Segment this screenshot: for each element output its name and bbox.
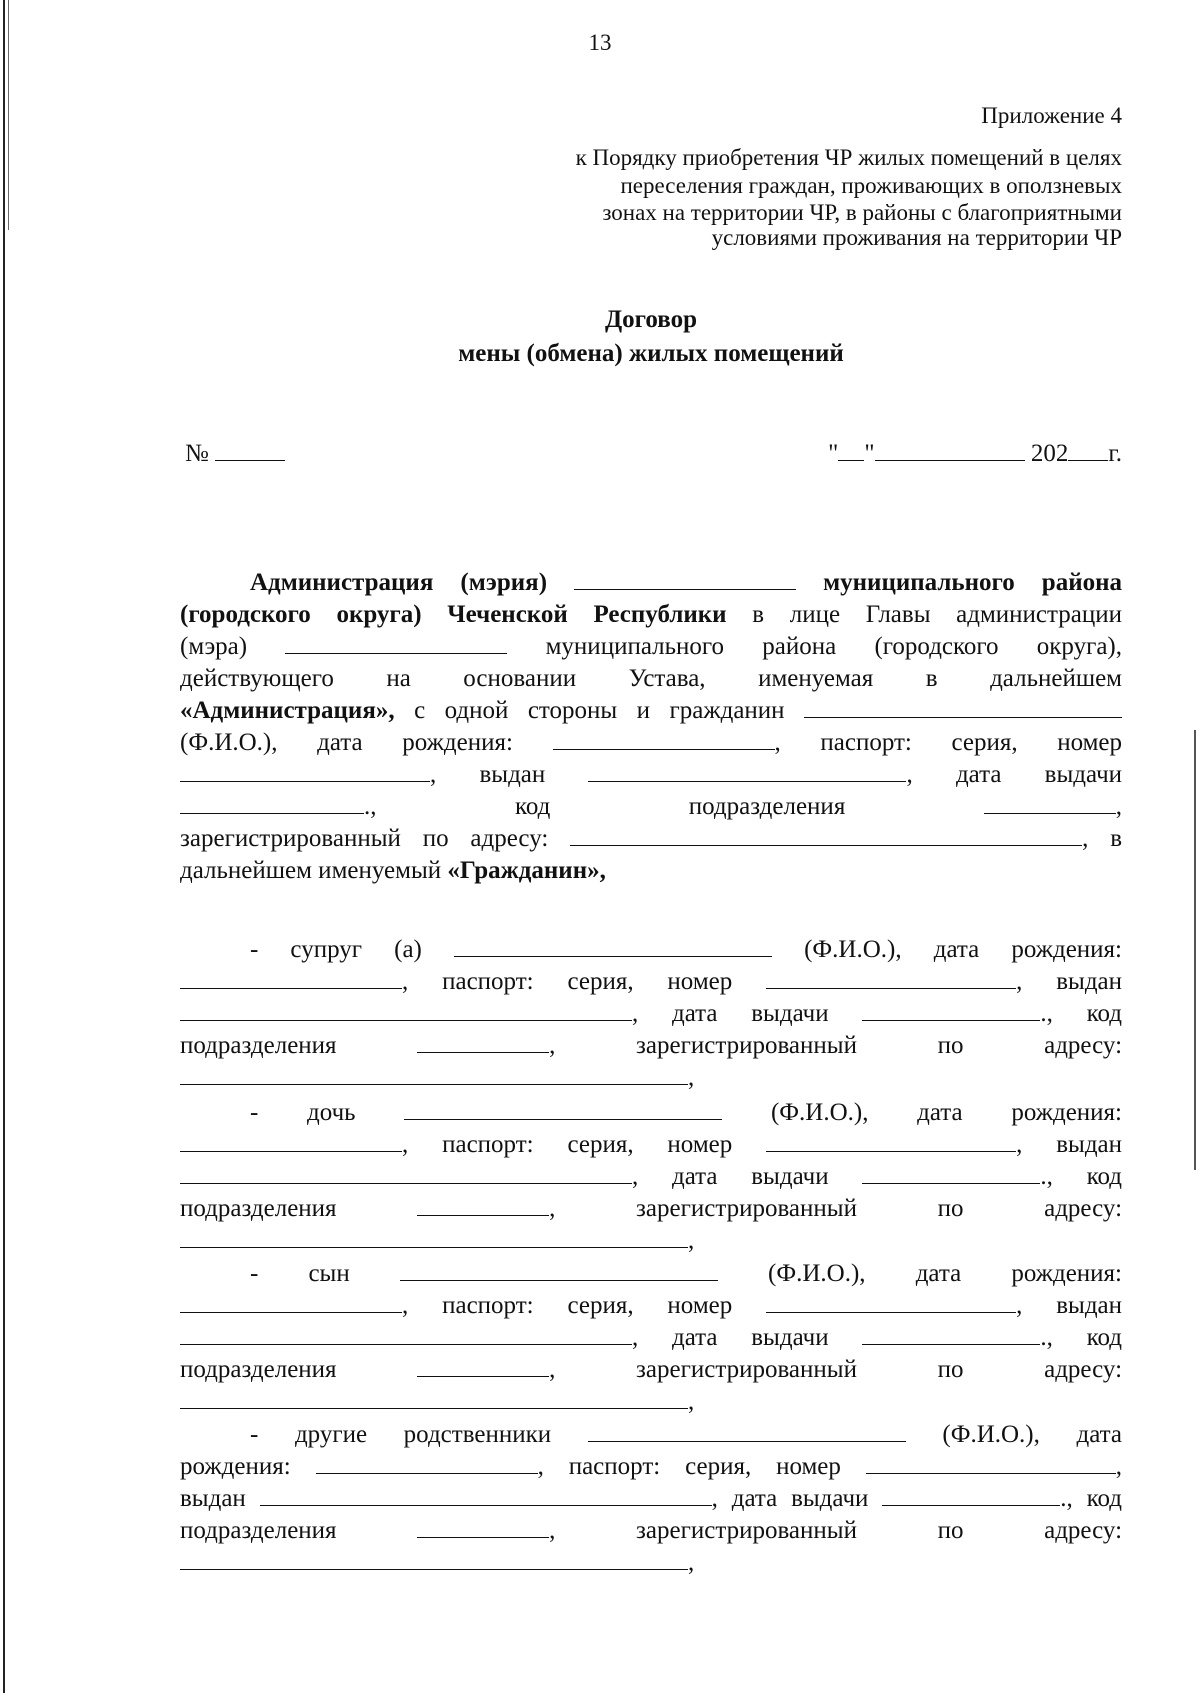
relative-line xyxy=(180,934,1122,966)
relative-line: рождения: , паспорт: серия, номер , xyxy=(180,1453,1122,1480)
relative-name-field[interactable] xyxy=(454,934,772,957)
subdivision-label: подразделения xyxy=(180,1517,337,1544)
registered-label: зарегистрированный xyxy=(636,1517,857,1544)
citizen-name-field[interactable] xyxy=(804,695,1122,718)
relative-line: подразделения , зарегистрированный по адресу: xyxy=(180,1195,1122,1222)
birth-label: дата рождения: xyxy=(915,1260,1122,1287)
birth-label: дата xyxy=(1076,1421,1122,1448)
mayor-name-field[interactable] xyxy=(285,631,507,654)
relative-line: выдан , дата выдачи ., код xyxy=(180,1485,1122,1512)
date-quote-open: " xyxy=(828,440,839,467)
mayor-label: (мэра) xyxy=(180,633,248,660)
relative-address-field[interactable] xyxy=(180,1386,688,1409)
relative-issued-by-field[interactable] xyxy=(180,998,632,1021)
scan-left-edge-inner xyxy=(8,0,9,230)
code-label: код xyxy=(1086,1324,1122,1351)
passport-label: паспорт: серия, номер xyxy=(820,729,1122,756)
issue-date-label: дата выдачи xyxy=(731,1485,869,1512)
issue-date-label: дата выдачи xyxy=(672,1324,829,1351)
relative-subdivision-field[interactable] xyxy=(417,1515,549,1538)
code-label: код xyxy=(1086,1163,1122,1190)
relative-name-field[interactable] xyxy=(588,1419,906,1442)
relative-line: , дата выдачи ., код xyxy=(180,998,1122,1030)
party-paragraph xyxy=(180,567,1122,887)
subdivision-label: подразделения xyxy=(180,1356,337,1383)
mayor-suffix: муниципального района (городского округа), xyxy=(545,633,1122,660)
citizen-intro: с одной стороны и гражданин xyxy=(414,697,785,724)
passport-number-field[interactable] xyxy=(180,759,430,782)
party-line xyxy=(180,695,1122,727)
relative-issue-date-field[interactable] xyxy=(862,1161,1040,1184)
birth-label-tail: рождения: xyxy=(180,1453,291,1480)
registered-label: зарегистрированный xyxy=(636,1356,857,1383)
passport-label: паспорт: серия, номер xyxy=(442,1131,733,1158)
relative-line xyxy=(180,1419,1122,1451)
issue-date-label: дата выдачи xyxy=(672,1163,829,1190)
appendix-title: Приложение 4 xyxy=(981,103,1122,128)
year-suffix: г. xyxy=(1108,440,1122,467)
relative-line: подразделения , зарегистрированный по адресу: xyxy=(180,1356,1122,1383)
relative-line: , дата выдачи ., код xyxy=(180,1161,1122,1193)
relative-issued-by-field[interactable] xyxy=(180,1161,632,1184)
relative-line: , xyxy=(180,1386,1122,1418)
number-label: № xyxy=(185,440,209,467)
address-label: адресу: xyxy=(1044,1032,1122,1059)
admin-suffix: муниципального района xyxy=(823,569,1122,596)
subdivision-code-field[interactable] xyxy=(984,791,1116,814)
by-label: по xyxy=(937,1356,964,1383)
address-label: адресу: xyxy=(1044,1356,1122,1383)
number-field[interactable] xyxy=(215,438,285,461)
relative-issued-by-field[interactable] xyxy=(180,1322,632,1345)
birth-label: дата рождения: xyxy=(917,1099,1122,1126)
by-label: по xyxy=(937,1517,964,1544)
contract-meta xyxy=(180,438,1122,472)
relative-block-son xyxy=(180,1258,1122,1418)
fio-label: (Ф.И.О.), xyxy=(768,1260,866,1287)
relative-passport-field[interactable] xyxy=(866,1451,1116,1474)
relative-issue-date-field[interactable] xyxy=(882,1483,1060,1506)
issue-date-label: дата выдачи xyxy=(672,1000,829,1027)
relative-line: , xyxy=(180,1225,1122,1257)
relative-label: - сын xyxy=(250,1260,350,1287)
birth-label: дата рождения: xyxy=(317,729,513,756)
relative-subdivision-field[interactable] xyxy=(417,1030,549,1053)
issued-label: выдан xyxy=(1056,1131,1122,1158)
passport-label: паспорт: серия, номер xyxy=(442,1292,733,1319)
issue-date-label: дата выдачи xyxy=(955,761,1122,788)
party-line: действующего на основании Устава, именуемая в дальнейшем xyxy=(180,665,1122,692)
relative-passport-field[interactable] xyxy=(766,1129,1016,1152)
relative-line: , паспорт: серия, номер , выдан xyxy=(180,1129,1122,1161)
issued-by-field[interactable] xyxy=(588,759,906,782)
relative-line: подразделения , зарегистрированный по адресу: xyxy=(180,1517,1122,1544)
further-named: дальнейшем именуемый xyxy=(180,857,442,884)
relative-line: , паспорт: серия, номер , выдан xyxy=(180,966,1122,998)
registered-label: зарегистрированный xyxy=(636,1195,857,1222)
month-field[interactable] xyxy=(875,438,1025,461)
birth-date-field[interactable] xyxy=(553,727,775,750)
relative-subdivision-field[interactable] xyxy=(417,1193,549,1216)
issued-label: выдан xyxy=(180,1485,246,1512)
relative-birth-date-field[interactable] xyxy=(180,966,402,989)
year-prefix: 202 xyxy=(1030,440,1069,467)
district-name-field[interactable] xyxy=(574,567,796,590)
relative-issue-date-field[interactable] xyxy=(862,998,1040,1021)
code-label: код xyxy=(1086,1485,1122,1512)
by-label: по xyxy=(937,1032,964,1059)
relative-issued-by-field[interactable] xyxy=(260,1483,712,1506)
issued-label: выдан xyxy=(1056,968,1122,995)
appendix-ref-line: к Порядку приобретения ЧР жилых помещений в целях xyxy=(575,145,1122,170)
relative-line xyxy=(180,1097,1122,1129)
relative-address-field[interactable] xyxy=(180,1225,688,1248)
issued-label: выдан xyxy=(479,761,546,788)
relative-birth-date-field[interactable] xyxy=(180,1290,402,1313)
relative-birth-date-field[interactable] xyxy=(316,1451,538,1474)
relative-address-field[interactable] xyxy=(180,1547,688,1570)
party-line: (Ф.И.О.), дата рождения: , паспорт: серия, номер xyxy=(180,729,1122,756)
admin-region: (городского округа) Чеченской Республики xyxy=(180,601,727,628)
relative-passport-field[interactable] xyxy=(766,1290,1016,1313)
appendix-ref-line: условиями проживания на территории ЧР xyxy=(711,225,1122,250)
admin-label: Администрация (мэрия) xyxy=(250,569,548,596)
fio-label: (Ф.И.О.), xyxy=(942,1421,1040,1448)
relative-address-field[interactable] xyxy=(180,1062,688,1085)
subdivision-label: подразделения xyxy=(180,1195,337,1222)
citizen-alias: «Гражданин», xyxy=(447,857,606,884)
year-field[interactable] xyxy=(1068,438,1108,461)
relative-line: , паспорт: серия, номер , выдан xyxy=(180,1290,1122,1322)
relative-name-field[interactable] xyxy=(404,1097,722,1120)
address-label: адресу: xyxy=(1044,1517,1122,1544)
relative-name-field[interactable] xyxy=(400,1258,718,1281)
relative-line xyxy=(180,1258,1122,1290)
party-line: зарегистрированный по адресу: , в xyxy=(180,825,1122,852)
code-label: код xyxy=(1086,1000,1122,1027)
by-label: по xyxy=(937,1195,964,1222)
issue-date-field[interactable] xyxy=(180,791,364,814)
relative-block-other xyxy=(180,1419,1122,1579)
fio-label: (Ф.И.О.), xyxy=(804,936,902,963)
subdivision-label: подразделения xyxy=(180,1032,337,1059)
relative-line: , xyxy=(180,1062,1122,1094)
issued-label: выдан xyxy=(1056,1292,1122,1319)
party-line xyxy=(180,631,1122,663)
document-title-line2: мены (обмена) жилых помещений xyxy=(458,340,844,367)
passport-label: паспорт: серия, номер xyxy=(442,968,733,995)
relative-passport-field[interactable] xyxy=(766,966,1016,989)
fio-label: (Ф.И.О.), xyxy=(770,1099,869,1126)
birth-label: дата рождения: xyxy=(933,936,1122,963)
page-number: 13 xyxy=(588,30,612,55)
address-label: адресу: xyxy=(1044,1195,1122,1222)
address-field[interactable] xyxy=(570,823,1082,846)
relative-block-spouse xyxy=(180,934,1122,1094)
party-line: , выдан , дата выдачи xyxy=(180,759,1122,791)
relative-subdivision-field[interactable] xyxy=(417,1354,549,1377)
relative-line: , xyxy=(180,1547,1122,1579)
subdivision-label: код подразделения xyxy=(514,793,846,820)
fio-label: (Ф.И.О.), xyxy=(180,729,278,756)
appendix-reference xyxy=(480,144,1122,250)
document-title-line1: Договор xyxy=(604,306,698,333)
relative-label: - дочь xyxy=(250,1099,356,1126)
relative-line: , дата выдачи ., код xyxy=(180,1322,1122,1354)
relative-label: - другие родственники xyxy=(250,1421,552,1448)
registered-label: зарегистрированный xyxy=(636,1032,857,1059)
appendix-ref-line: зонах на территории ЧР, в районы с благоприятными xyxy=(602,200,1122,225)
contract-number xyxy=(185,438,285,468)
party-line: ., код подразделения , xyxy=(180,791,1122,823)
date-quote-close: " xyxy=(864,440,875,467)
relative-issue-date-field[interactable] xyxy=(862,1322,1040,1345)
scan-right-mark xyxy=(1194,730,1196,1170)
relative-birth-date-field[interactable] xyxy=(180,1129,402,1152)
appendix-ref-line: переселения граждан, проживающих в оползневых xyxy=(620,173,1122,198)
day-field[interactable] xyxy=(838,438,864,461)
scan-left-edge xyxy=(3,0,5,1693)
admin-alias: «Администрация», xyxy=(180,697,395,724)
party-line xyxy=(180,599,1122,631)
registered-label: зарегистрированный по адресу: xyxy=(180,825,549,852)
passport-label: паспорт: серия, номер xyxy=(568,1453,841,1480)
contract-date xyxy=(828,438,1122,468)
relative-label: - супруг (а) xyxy=(250,936,422,963)
document-title xyxy=(180,303,1122,371)
admin-head: в лице Главы администрации xyxy=(752,601,1122,628)
party-line xyxy=(180,567,1122,599)
party-line xyxy=(180,855,1122,887)
in-word: в xyxy=(1110,825,1122,852)
relative-line: подразделения , зарегистрированный по адресу: xyxy=(180,1032,1122,1059)
relative-block-daughter xyxy=(180,1097,1122,1257)
